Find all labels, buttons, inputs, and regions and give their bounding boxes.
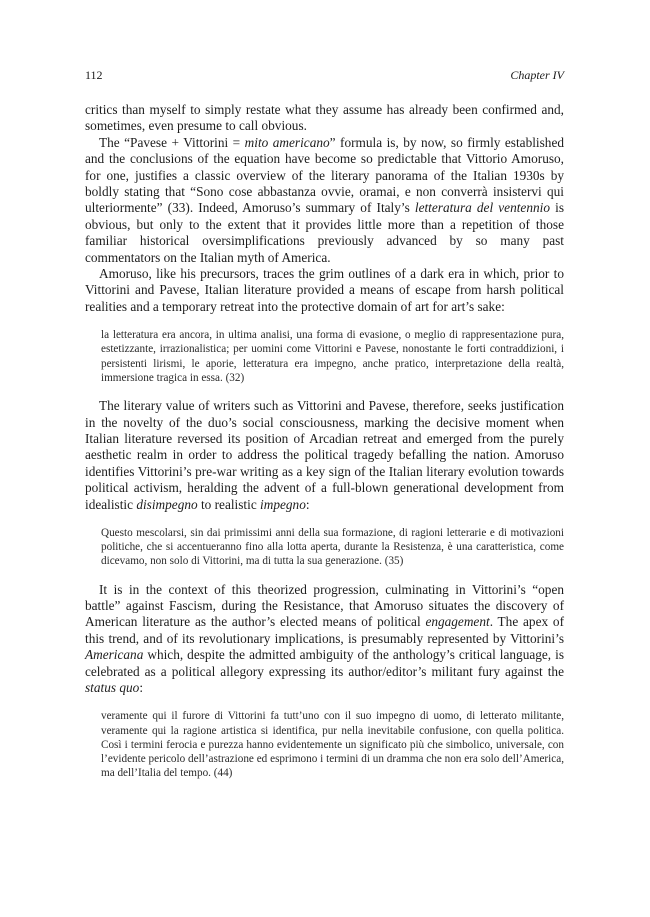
paragraph-2-italic-mito: mito americano bbox=[244, 134, 330, 150]
paragraph-5-text: . The apex of this trend, and of its revolutionary implications, is presumably represented by Vittorini’s bbox=[85, 614, 564, 646]
paragraph-5-italic-engagement: engagement bbox=[425, 614, 490, 630]
block-quote-3: veramente qui il furore di Vittorini fa tutt’uno con il suo impegno di uomo, di letterato militante, veramente qui la ragione artistica si identifica, pur nella inevitabile confusione, con quella politica. Così i termini ferocia e purezza hanno evidentemente un significato più che simbolico, universale, con l’evidente pericolo dell’astrazione ed esprimono i termini di un dramma che non era solo dell’America, ma dell’Italia del tempo. (44) bbox=[101, 710, 564, 780]
paragraph-4-text: to realistic bbox=[197, 496, 261, 512]
paragraph-3: Amoruso, like his precursors, traces the grim outlines of a dark era in which, prior to Vittorini and Pavese, Italian literature provided a means of escape from harsh political realities and a temporary retreat into the protective domain of art for art’s sake: bbox=[85, 266, 564, 314]
body-text bbox=[85, 102, 564, 780]
paragraph-5-italic-americana: Americana bbox=[85, 647, 144, 663]
paragraph-2-text: is obvious, but only to the extent that it provides little more than a repetition of those familiar historical oversimplifications previously advanced by so many past commentators on the Italian myth of America. bbox=[85, 200, 564, 265]
paragraph-5-text: which, despite the admitted ambiguity of the anthology’s critical language, is celebrated as a political allegory expressing its author/editor’s militant fury against the bbox=[85, 647, 564, 679]
paragraph-4-text: : bbox=[305, 496, 310, 512]
block-quote-2: Questo mescolarsi, sin dai primissimi anni della sua formazione, di ragioni letterarie e di motivazioni politiche, che si accentueranno fino alla lotta aperta, durante la Resistenza, è una caratteristica, come dicevamo, non solo di Vittorini, ma di tutta la sua generazione. (35) bbox=[101, 526, 564, 568]
book-page bbox=[85, 68, 564, 793]
chapter-title: Chapter IV bbox=[510, 68, 564, 82]
paragraph-1: critics than myself to simply restate what they assume has already been confirmed and, sometimes, even presume to call obvious. bbox=[85, 102, 564, 134]
running-head bbox=[85, 68, 564, 82]
block-quote-1: la letteratura era ancora, in ultima analisi, una forma di evasione, o meglio di rappresentazione pura, estetizzante, irrazionalistica; per uomini come Vittorini e Pavese, nonostante le forti contraddizioni, i persistenti lirismi, le aporie, letteratura era impegno, anche pratico, interpretazione della realtà, immersione tragica in essa. (32) bbox=[101, 329, 564, 384]
paragraph-4-text: The literary value of writers such as Vittorini and Pavese, therefore, seeks justification in the novelty of the duo’s social consciousness, marking the decisive moment when Italian literature reversed its position of Arcadian retreat and emerged from the purely aesthetic realm in order to address the political tragedy befalling the nation. Amoruso identifies Vittorini’s pre-war writing as a key sign of the Italian literary evolution towards political activism, heralding the advent of a full-blown generational development from idealistic bbox=[85, 398, 564, 512]
page-number: 112 bbox=[85, 68, 103, 82]
paragraph-2-italic-ventennio: letteratura del ventennio bbox=[414, 200, 550, 216]
paragraph-4-italic-impegno: impegno bbox=[260, 496, 306, 512]
paragraph-5-text: : bbox=[139, 679, 144, 695]
paragraph-2 bbox=[85, 135, 564, 266]
paragraph-5-italic-status-quo: status quo bbox=[85, 679, 140, 695]
paragraph-5 bbox=[85, 582, 564, 697]
paragraph-4-italic-disimpegno: disimpegno bbox=[136, 496, 198, 512]
paragraph-4 bbox=[85, 398, 564, 513]
paragraph-2-text: ” formula is, by now, so firmly established and the conclusions of the equation have become so predictable that Vittorio Amoruso, for one, justifies a classic overview of the literary panorama of the Italian 1930s by boldly stating that “Sono cose abbastanza ovvie, oramai, e non converrà insistervi qui ulteriormente” (33). Indeed, Amoruso’s summary of Italy’s bbox=[85, 134, 564, 216]
paragraph-2-text: The “Pavese + Vittorini = bbox=[99, 134, 245, 150]
paragraph-5-text: It is in the context of this theorized progression, culminating in Vittorini’s “open battle” against Fascism, during the Resistance, that Amoruso situates the discovery of American literature as the author’s elected means of political bbox=[85, 581, 564, 630]
